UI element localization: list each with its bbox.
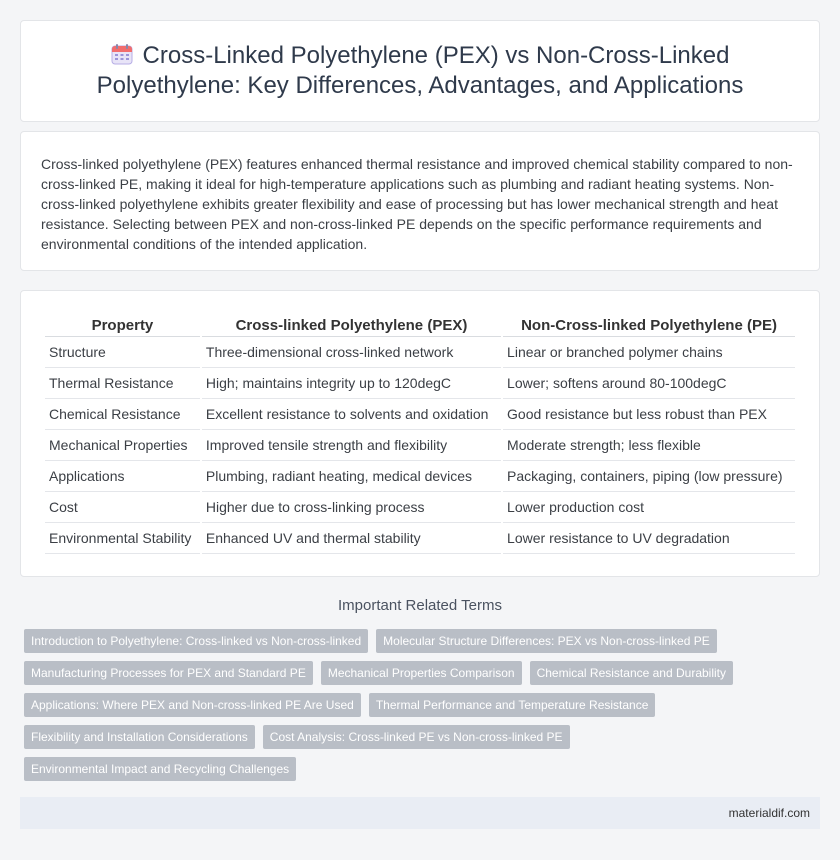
table-cell-pex: Plumbing, radiant heating, medical devices <box>202 461 501 492</box>
table-cell-pe: Lower production cost <box>503 492 795 523</box>
table-cell-pex: Three-dimensional cross-linked network <box>202 337 501 368</box>
table-cell-pex: Excellent resistance to solvents and oxidation <box>202 399 501 430</box>
related-terms-list <box>24 629 824 789</box>
related-term-tag[interactable]: Thermal Performance and Temperature Resistance <box>369 693 656 717</box>
related-term-tag[interactable]: Chemical Resistance and Durability <box>530 661 733 685</box>
related-term-tag[interactable]: Environmental Impact and Recycling Challenges <box>24 757 296 781</box>
footer-site-link[interactable]: materialdif.com <box>728 806 810 820</box>
related-term-tag[interactable]: Mechanical Properties Comparison <box>321 661 522 685</box>
table-cell-pe: Lower resistance to UV degradation <box>503 523 795 554</box>
table-row <box>45 523 795 554</box>
related-term-tag[interactable]: Flexibility and Installation Considerations <box>24 725 255 749</box>
related-term-tag[interactable]: Molecular Structure Differences: PEX vs Non-cross-linked PE <box>376 629 717 653</box>
table-cell-pe: Linear or branched polymer chains <box>503 337 795 368</box>
table-row <box>45 337 795 368</box>
table-cell-pe: Good resistance but less robust than PEX <box>503 399 795 430</box>
related-term-tag[interactable]: Cost Analysis: Cross-linked PE vs Non-cross-linked PE <box>263 725 570 749</box>
intro-paragraph: Cross-linked polyethylene (PEX) features enhanced thermal resistance and improved chemical stability compared to non-cross-linked PE, making it ideal for high-temperature applications such as plumbing and radiant heating systems. Non-cross-linked polyethylene exhibits greater flexibility and ease of processing but has lower mechanical strength and heat resistance. Selecting between PEX and non-cross-linked PE depends on the specific performance requirements and environmental conditions of the intended application. <box>41 156 793 252</box>
table-row <box>45 430 795 461</box>
header-property: Property <box>45 313 200 337</box>
table-row <box>45 368 795 399</box>
table-cell-pex: Enhanced UV and thermal stability <box>202 523 501 554</box>
table-cell-property: Structure <box>45 337 200 368</box>
page-title-text: Cross-Linked Polyethylene (PEX) vs Non-Cross-Linked Polyethylene: Key Differences, Advantages, and Applications <box>96 42 744 99</box>
footer <box>20 797 820 829</box>
table-cell-pex: Improved tensile strength and flexibility <box>202 430 501 461</box>
comparison-table <box>43 313 797 554</box>
table-cell-pe: Lower; softens around 80-100degC <box>503 368 795 399</box>
table-row <box>45 399 795 430</box>
header-pex: Cross-linked Polyethylene (PEX) <box>202 313 501 337</box>
table-header-row <box>45 313 795 337</box>
title-card <box>20 20 820 122</box>
related-term-tag[interactable]: Manufacturing Processes for PEX and Standard PE <box>24 661 313 685</box>
table-cell-pex: Higher due to cross-linking process <box>202 492 501 523</box>
page-title <box>51 41 789 101</box>
related-term-tag[interactable]: Applications: Where PEX and Non-cross-linked PE Are Used <box>24 693 361 717</box>
table-cell-property: Chemical Resistance <box>45 399 200 430</box>
table-cell-property: Applications <box>45 461 200 492</box>
table-cell-pe: Packaging, containers, piping (low pressure) <box>503 461 795 492</box>
related-term-tag[interactable]: Introduction to Polyethylene: Cross-linked vs Non-cross-linked <box>24 629 368 653</box>
related-terms-heading: Important Related Terms <box>338 597 502 614</box>
table-cell-pex: High; maintains integrity up to 120degC <box>202 368 501 399</box>
table-cell-property: Environmental Stability <box>45 523 200 554</box>
table-cell-pe: Moderate strength; less flexible <box>503 430 795 461</box>
table-cell-property: Thermal Resistance <box>45 368 200 399</box>
table-cell-property: Cost <box>45 492 200 523</box>
intro-card <box>20 131 820 271</box>
header-pe: Non-Cross-linked Polyethylene (PE) <box>503 313 795 337</box>
comparison-table-card <box>20 290 820 577</box>
table-cell-property: Mechanical Properties <box>45 430 200 461</box>
calendar-icon <box>111 43 133 65</box>
table-row <box>45 461 795 492</box>
table-row <box>45 492 795 523</box>
